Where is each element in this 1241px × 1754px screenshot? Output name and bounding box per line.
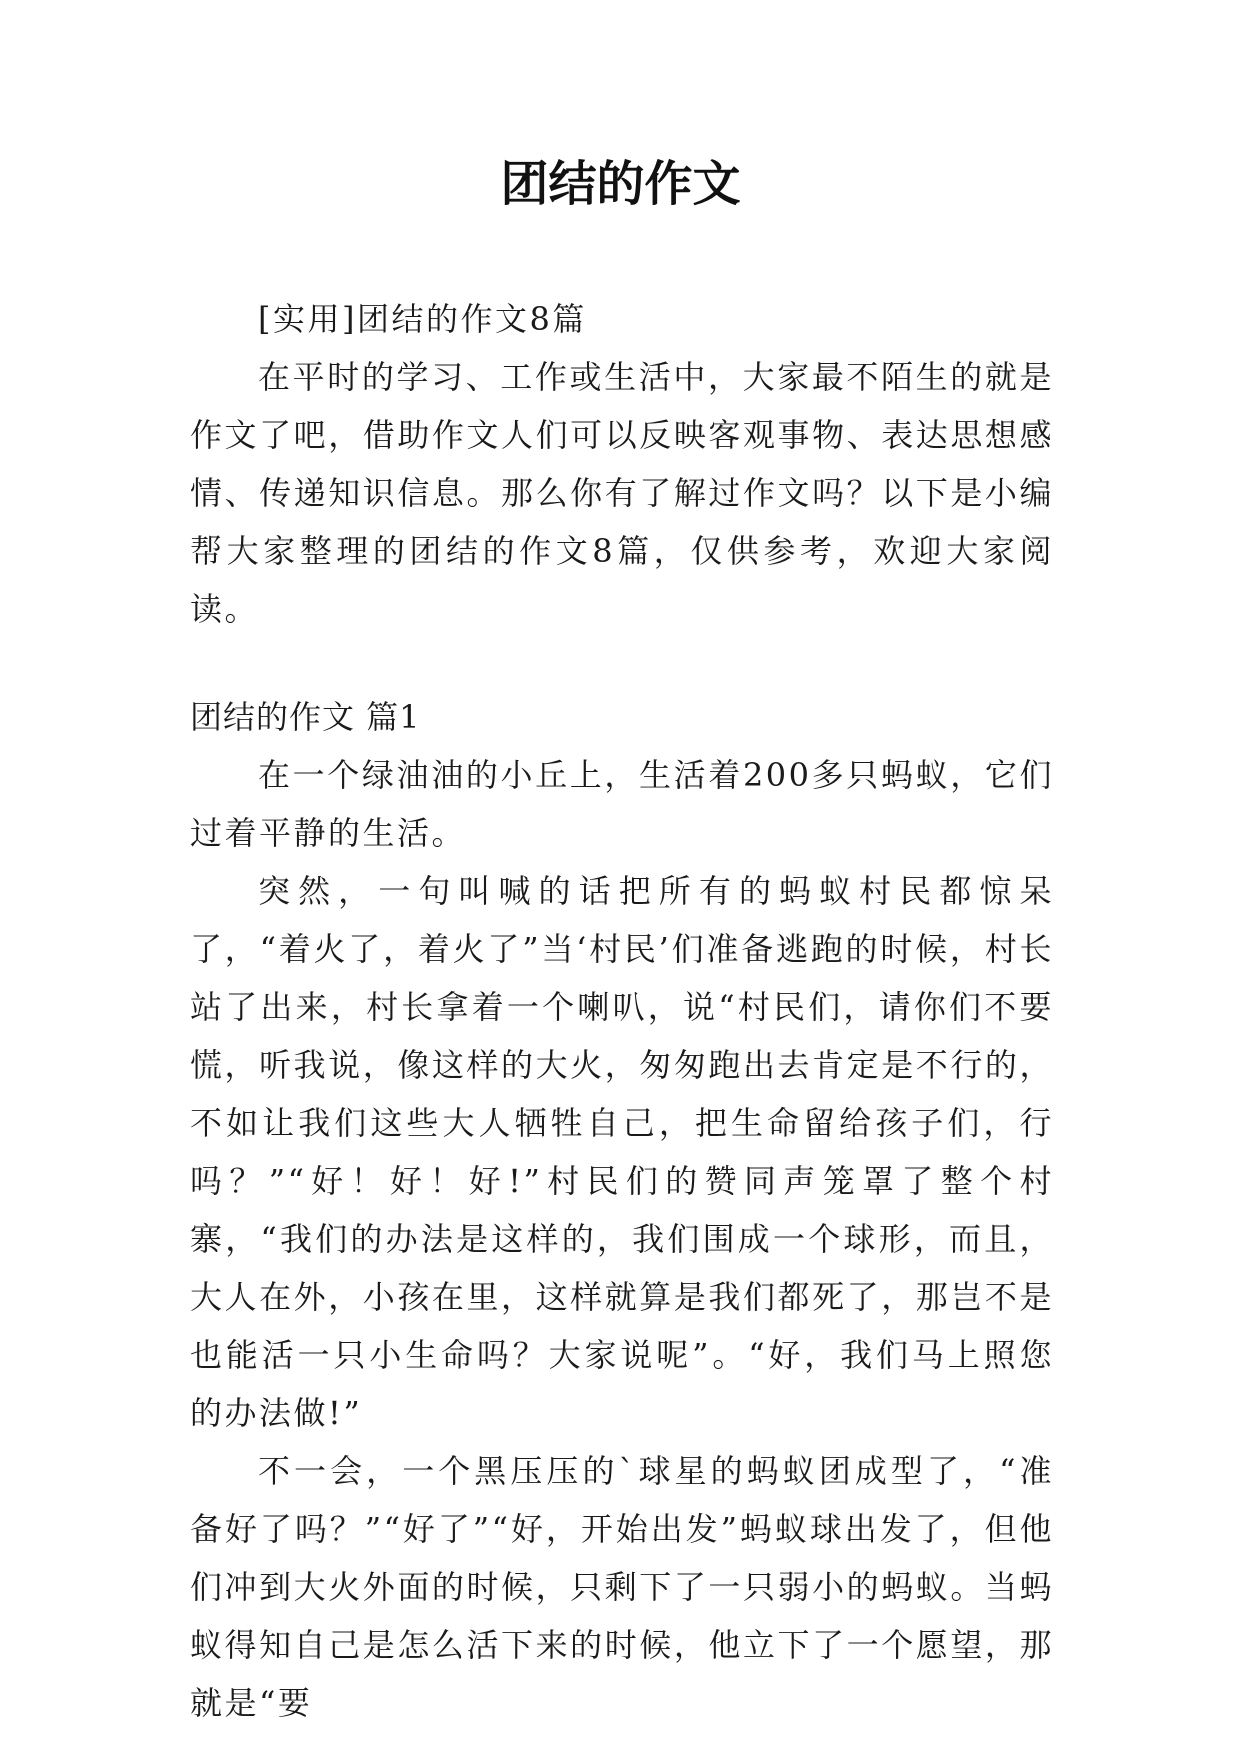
story-paragraph-2: 突然，一句叫喊的话把所有的蚂蚁村民都惊呆了，“着火了，着火了”当‘村民’们准备逃跑的时候，村长站了出来，村长拿着一个喇叭，说“村民们，请你们不要慌，听我说，像这样的大火，匆匆跑出去肯定是不行的，不如让我们这些大人牺牲自己，把生命留给孩子们，行吗？”“好！好！好!”村民们的赞同声笼罩了整个村寨，“我们的办法是这样的，我们围成一个球形，而且，大人在外，小孩在里，这样就算是我们都死了，那岂不是也能活一只小生命吗？大家说呢”。“好，我们马上照您的办法做!” — [190, 872, 1054, 1432]
section-title: 团结的作文 篇1 — [190, 698, 421, 736]
story-paragraph-3: 不一会，一个黑压压的`球星的蚂蚁团成型了，“准备好了吗？”“好了”“好，开始出发”蚂蚁球出发了，但他们冲到大火外面的时候，只剩下了一只弱小的蚂蚁。当蚂蚁得知自己是怎么活下来的时候，他立下了一个愿望，那就是“要 — [190, 1452, 1054, 1722]
intro-paragraph: 在平时的学习、工作或生活中，大家最不陌生的就是作文了吧，借助作文人们可以反映客观事物、表达思想感情、传递知识信息。那么你有了解过作文吗？以下是小编帮大家整理的团结的作文8篇，仅供参考，欢迎大家阅读。 — [190, 358, 1054, 628]
story-paragraph-1: 在一个绿油油的小丘上，生活着200多只蚂蚁，它们过着平静的生活。 — [190, 756, 1054, 852]
document-title: 团结的作文 — [500, 156, 741, 212]
intro-heading: [实用]团结的作文8篇 — [258, 300, 587, 338]
document-body — [190, 290, 1054, 1732]
